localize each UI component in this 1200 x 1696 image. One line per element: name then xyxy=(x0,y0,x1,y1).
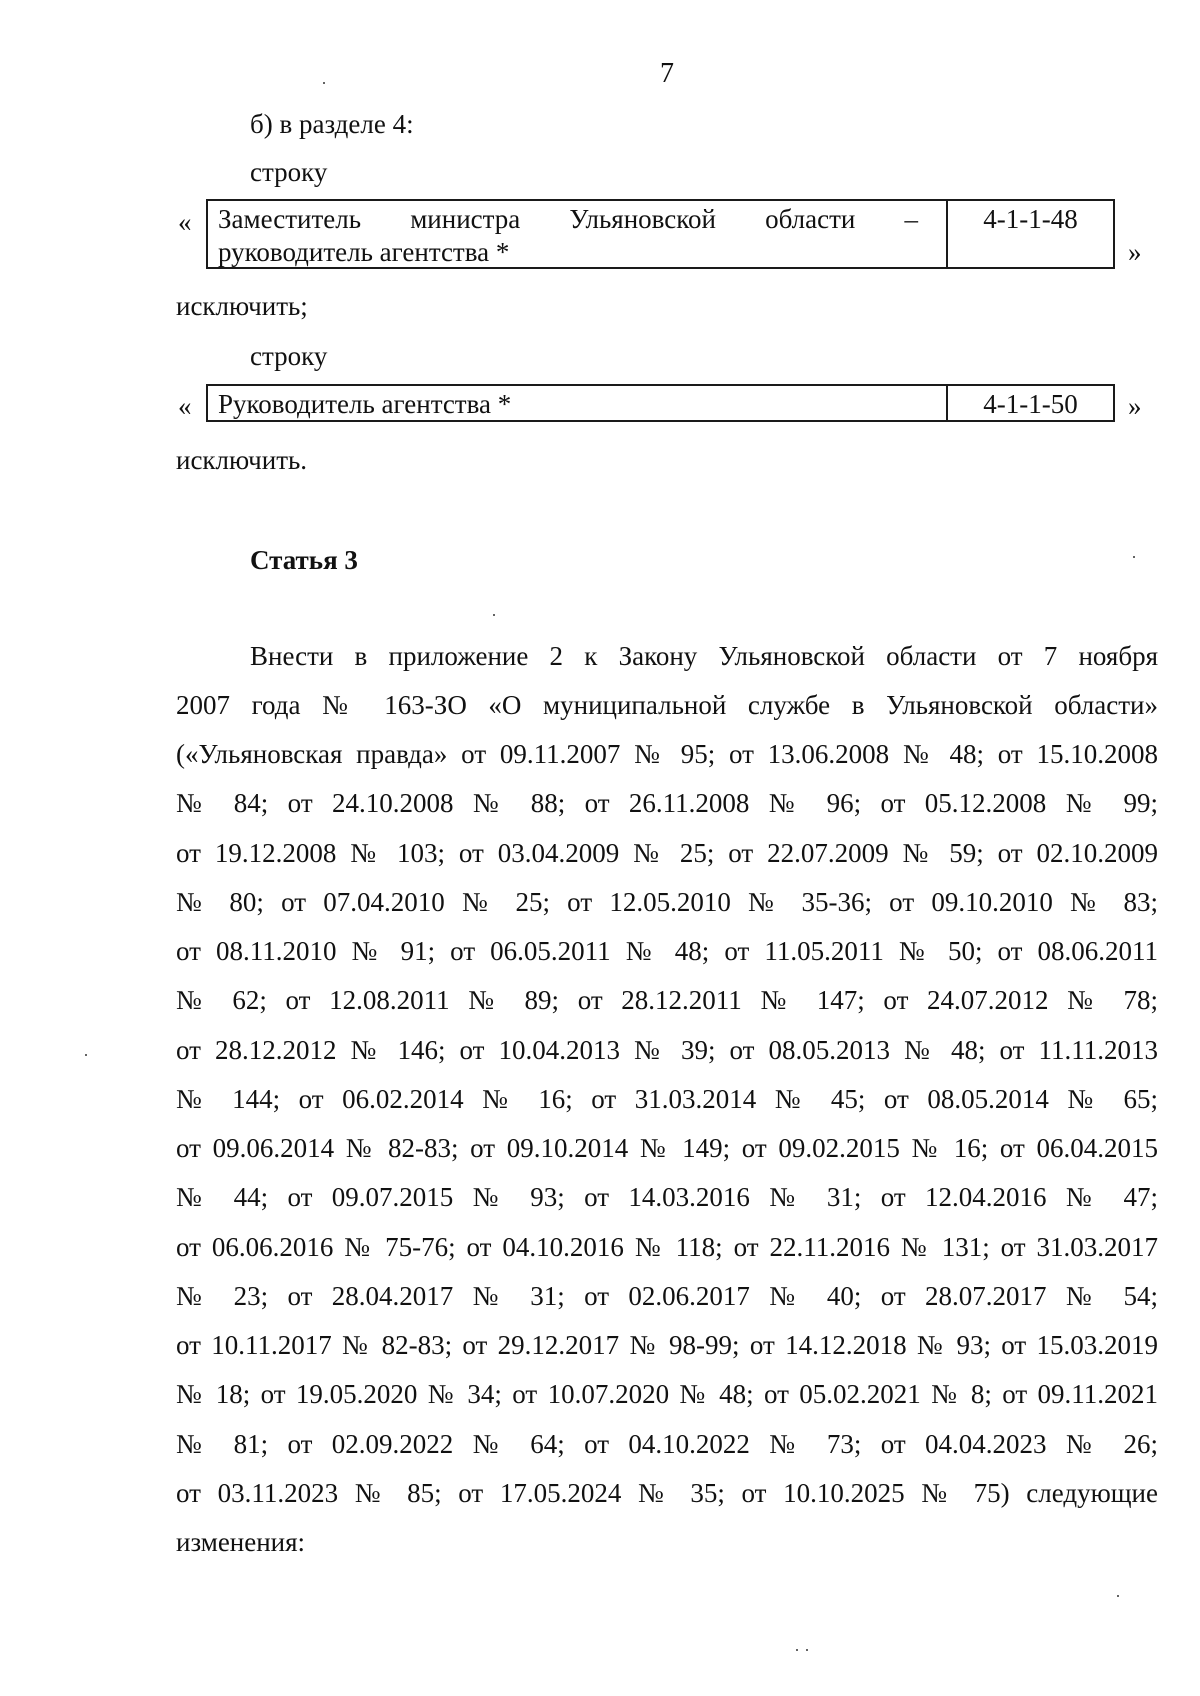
position-title-line2: руководитель агентства * xyxy=(218,237,510,267)
article-line: от 19.12.2008 № 103; от 03.04.2009 № 25; от 22.07.2009 № 59; от 02.10.2009 xyxy=(176,838,1158,868)
scan-speck xyxy=(1133,556,1135,558)
section-intro: б) в разделе 4: xyxy=(250,109,414,139)
article-heading: Статья 3 xyxy=(250,545,358,575)
article-line: Внести в приложение 2 к Закону Ульяновской области от 7 ноября xyxy=(250,641,1158,671)
open-quote: « xyxy=(178,207,192,237)
article-line: от 10.11.2017 № 82-83; от 29.12.2017 № 98-99; от 14.12.2018 № 93; от 15.03.2019 xyxy=(176,1330,1158,1360)
scan-speck xyxy=(1117,1595,1119,1597)
excluded-row-table xyxy=(206,199,1115,269)
scan-speck xyxy=(493,614,495,616)
scan-speck xyxy=(806,1649,808,1651)
row-word: строку xyxy=(250,157,328,187)
article-line: 2007 года № 163-ЗО «О муниципальной службе в Ульяновской области» xyxy=(176,690,1158,720)
article-line: № 23; от 28.04.2017 № 31; от 02.06.2017 № 40; от 28.07.2017 № 54; xyxy=(176,1281,1158,1311)
article-line: от 08.11.2010 № 91; от 06.05.2011 № 48; от 11.05.2011 № 50; от 08.06.2011 xyxy=(176,936,1158,966)
article-line: от 06.06.2016 № 75-76; от 04.10.2016 № 118; от 22.11.2016 № 131; от 31.03.2017 xyxy=(176,1232,1158,1262)
position-code-cell: 4-1-1-48 xyxy=(983,204,1078,234)
article-line: № 62; от 12.08.2011 № 89; от 28.12.2011 № 147; от 24.07.2012 № 78; xyxy=(176,985,1158,1015)
close-quote: » xyxy=(1128,237,1142,267)
page-number: 7 xyxy=(660,58,674,89)
exclude-text: исключить; xyxy=(176,291,308,321)
position-title-cell: Руководитель агентства * xyxy=(208,386,948,420)
scan-speck xyxy=(323,82,325,84)
article-line: № 144; от 06.02.2014 № 16; от 31.03.2014 № 45; от 08.05.2014 № 65; xyxy=(176,1084,1158,1114)
article-line: № 80; от 07.04.2010 № 25; от 12.05.2010 № 35-36; от 09.10.2010 № 83; xyxy=(176,887,1158,917)
close-quote: » xyxy=(1128,391,1142,421)
position-code-cell: 4-1-1-50 xyxy=(983,389,1078,419)
article-line: № 18; от 19.05.2020 № 34; от 10.07.2020 № 48; от 05.02.2021 № 8; от 09.11.2021 xyxy=(176,1379,1158,1409)
article-line: изменения: xyxy=(176,1527,306,1557)
article-line: № 84; от 24.10.2008 № 88; от 26.11.2008 № 96; от 05.12.2008 № 99; xyxy=(176,788,1158,818)
scan-speck xyxy=(85,1054,87,1056)
article-line: от 28.12.2012 № 146; от 10.04.2013 № 39; от 08.05.2013 № 48; от 11.11.2013 xyxy=(176,1035,1158,1065)
article-line: от 09.06.2014 № 82-83; от 09.10.2014 № 149; от 09.02.2015 № 16; от 06.04.2015 xyxy=(176,1133,1158,1163)
position-title-line1: Заместитель министра Ульяновской области – xyxy=(218,204,918,234)
excluded-row-table xyxy=(206,384,1115,422)
article-line: от 03.11.2023 № 85; от 17.05.2024 № 35; от 10.10.2025 № 75) следующие xyxy=(176,1478,1158,1508)
row-word: строку xyxy=(250,341,328,371)
article-line: № 44; от 09.07.2015 № 93; от 14.03.2016 № 31; от 12.04.2016 № 47; xyxy=(176,1182,1158,1212)
open-quote: « xyxy=(178,391,192,421)
article-line: («Ульяновская правда» от 09.11.2007 № 95; от 13.06.2008 № 48; от 15.10.2008 xyxy=(176,739,1158,769)
scan-speck xyxy=(796,1649,798,1651)
exclude-text: исключить. xyxy=(176,445,308,475)
position-title-cell xyxy=(208,201,948,267)
article-line: № 81; от 02.09.2022 № 64; от 04.10.2022 № 73; от 04.04.2023 № 26; xyxy=(176,1429,1158,1459)
